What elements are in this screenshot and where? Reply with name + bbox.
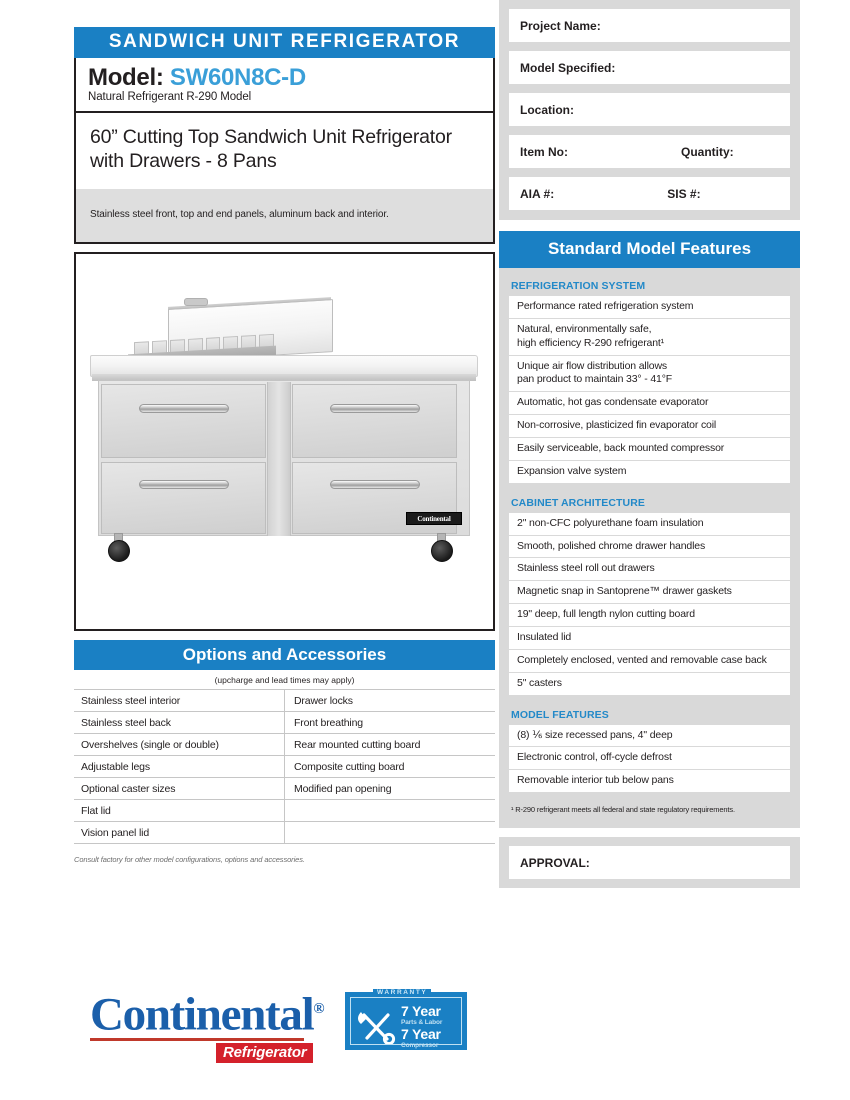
list-item: Magnetic snap in Santoprene™ drawer gaskets [509, 581, 790, 604]
list-item: Performance rated refrigeration system [509, 296, 790, 319]
brand-name: Continental [90, 988, 314, 1041]
option-cell: Optional caster sizes [74, 778, 285, 800]
field-label: AIA #: [520, 186, 555, 201]
list-item: 19" deep, full length nylon cutting board [509, 604, 790, 627]
field-label-secondary: Quantity: [681, 144, 734, 159]
model-box [74, 58, 495, 113]
option-cell [285, 822, 496, 844]
field-label-secondary: SIS #: [667, 186, 701, 201]
model-number: SW60N8C-D [169, 64, 306, 91]
warranty-title: WARRANTY [373, 989, 431, 996]
construction-note: Stainless steel front, top and end panels, aluminum back and interior. [76, 189, 493, 242]
list-item: Unique air flow distribution allows pan product to maintain 33° - 41°F [509, 356, 790, 393]
options-subtitle: (upcharge and lead times may apply) [214, 675, 355, 686]
model-subtitle: Natural Refrigerant R-290 Model [88, 91, 252, 104]
warranty-caption-2: Compressor [401, 1042, 439, 1049]
project-form [499, 0, 800, 220]
table-row [74, 822, 495, 844]
left-column [74, 27, 495, 864]
list-item: Stainless steel roll out drawers [509, 558, 790, 581]
list-item: Automatic, hot gas condensate evaporator [509, 392, 790, 415]
drawer-handle [139, 404, 229, 413]
list-item: 2" non-CFC polyurethane foam insulation [509, 513, 790, 536]
option-cell: Stainless steel back [74, 712, 285, 734]
section-heading-cabinet: CABINET ARCHITECTURE [511, 496, 646, 509]
list-item: Non-corrosive, plasticized fin evaporator coil [509, 415, 790, 438]
list-item: Natural, environmentally safe, high efficiency R-290 refrigerant¹ [509, 319, 790, 356]
field-label: Item No: [520, 144, 568, 159]
model-label: Model: [88, 64, 164, 91]
approval-block [499, 837, 800, 888]
caster-wheel [431, 540, 453, 562]
drawer-handle [139, 480, 229, 489]
options-banner: Options and Accessories [74, 640, 495, 670]
list-item: Smooth, polished chrome drawer handles [509, 536, 790, 559]
warranty-text [401, 1004, 442, 1050]
field-aia-sis[interactable] [509, 177, 790, 210]
drawer-upper-left [101, 384, 266, 458]
product-brand-plate: Continental [406, 512, 462, 525]
warranty-years-2: 7 Year [401, 1026, 441, 1042]
field-label: Project Name: [520, 18, 601, 33]
list-item: Electronic control, off-cycle defrost [509, 747, 790, 770]
drawer-lower-left [101, 462, 266, 534]
page-title-banner: SANDWICH UNIT REFRIGERATOR [74, 27, 495, 58]
option-cell: Composite cutting board [285, 756, 496, 778]
features-body [499, 268, 800, 828]
field-project-name[interactable] [509, 9, 790, 42]
option-cell: Rear mounted cutting board [285, 734, 496, 756]
field-location[interactable] [509, 93, 790, 126]
warranty-caption-1: Parts & Labor [401, 1019, 443, 1026]
lid-knob [184, 298, 208, 306]
list-item: 5" casters [509, 673, 790, 695]
features-banner: Standard Model Features [499, 231, 800, 268]
table-row [74, 734, 495, 756]
list-item: Expansion valve system [509, 461, 790, 483]
list-item: Removable interior tub below pans [509, 770, 790, 792]
brand-subname: Refrigerator [216, 1043, 313, 1063]
list-item: Easily serviceable, back mounted compressor [509, 438, 790, 461]
option-cell [285, 800, 496, 822]
option-cell: Flat lid [74, 800, 285, 822]
option-cell: Adjustable legs [74, 756, 285, 778]
section-heading-refrigeration: REFRIGERATION SYSTEM [511, 280, 646, 292]
warranty-years-1: 7 Year [401, 1003, 441, 1019]
product-image-panel [74, 252, 495, 631]
table-row [74, 690, 495, 712]
list-item: (8) ⅙ size recessed pans, 4" deep [509, 725, 790, 748]
description-box [74, 113, 495, 244]
section-heading-model: MODEL FEATURES [511, 708, 609, 721]
field-item-no-quantity[interactable] [509, 135, 790, 168]
caster-wheel [108, 540, 130, 562]
field-model-specified[interactable] [509, 51, 790, 84]
option-cell: Drawer locks [285, 690, 496, 712]
option-cell: Modified pan opening [285, 778, 496, 800]
option-cell: Front breathing [285, 712, 496, 734]
table-row [74, 800, 495, 822]
drawer-handle [330, 404, 420, 413]
field-approval[interactable] [509, 846, 790, 879]
center-post [267, 382, 291, 536]
table-row [74, 712, 495, 734]
product-illustration [76, 254, 493, 629]
drawer-upper-right [292, 384, 457, 458]
registered-mark: ® [313, 1001, 324, 1017]
field-label: APPROVAL: [520, 855, 590, 870]
field-label: Location: [520, 102, 574, 117]
option-cell: Overshelves (single or double) [74, 734, 285, 756]
table-row [74, 778, 495, 800]
options-footnote: Consult factory for other model configurations, options and accessories. [74, 855, 305, 865]
drawer-handle [330, 480, 420, 489]
warranty-badge [345, 989, 467, 1050]
field-label: Model Specified: [520, 60, 616, 75]
option-cell: Stainless steel interior [74, 690, 285, 712]
product-title: 60” Cutting Top Sandwich Unit Refrigerator with Drawers - 8 Pans [90, 126, 452, 173]
feature-list-refrigeration [509, 296, 790, 483]
wrench-screwdriver-icon [357, 1010, 397, 1044]
model-line [88, 65, 481, 90]
feature-list-cabinet [509, 513, 790, 695]
options-table [74, 689, 495, 844]
table-row [74, 756, 495, 778]
list-item: Insulated lid [509, 627, 790, 650]
feature-list-model [509, 725, 790, 793]
features-footnote: ¹ R-290 refrigerant meets all federal and state regulatory requirements. [511, 805, 735, 815]
list-item: Completely enclosed, vented and removable case back [509, 650, 790, 673]
footer-logo-area [90, 984, 490, 1068]
right-column [499, 0, 800, 888]
option-cell: Vision panel lid [74, 822, 285, 844]
